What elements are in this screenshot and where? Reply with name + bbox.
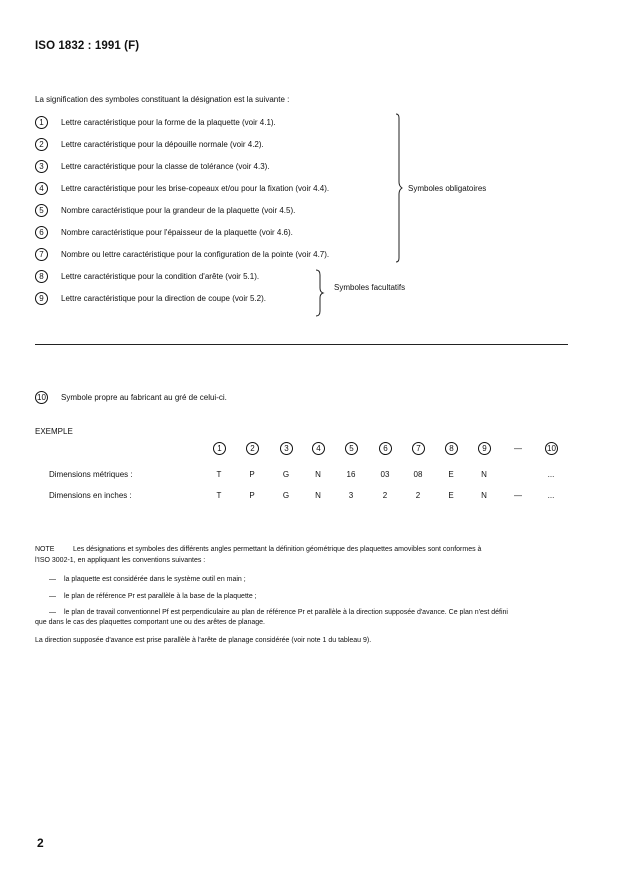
example-col-6: 6 [379,442,392,455]
circle-num-7: 7 [35,248,48,261]
note-bullet-3-cont: que dans le cas des plaquettes comportant une ou des arêtes de planage. [35,619,265,626]
symbol-desc-6: Nombre caractéristique pour l'épaisseur de la plaquette (voir 4.6). [61,228,293,237]
example-col-10: 10 [545,442,558,455]
circle-num-2: 2 [35,138,48,151]
note-line2: l'ISO 3002-1, en appliquant les conventions suivantes : [35,557,206,564]
symbol-desc-1: Lettre caractéristique pour la forme de la plaquette (voir 4.1). [61,118,276,127]
example-col-8: 8 [445,442,458,455]
symbol-desc-9: Lettre caractéristique pour la direction de coupe (voir 5.2). [61,294,266,303]
symbol-desc-4: Lettre caractéristique pour les brise-copeaux et/ou pour la fixation (voir 4.4). [61,184,330,193]
circle-num-5: 5 [35,204,48,217]
inch-val-4: N [315,491,321,500]
symbol-desc-7: Nombre ou lettre caractéristique pour la configuration de la pointe (voir 4.7). [61,250,330,259]
symbol-desc-8: Lettre caractéristique pour la condition d'arête (voir 5.1). [61,272,260,281]
example-col-9: 9 [478,442,491,455]
note-line1: Les désignations et symboles des différents angles permettant la définition géométrique des plaquettes amovibles sont conformes à [73,546,482,553]
example-col-1: 1 [213,442,226,455]
intro-text: La signification des symboles constituant la désignation est la suivante : [35,95,290,104]
circle-num-10: 10 [35,391,48,404]
metric-val-9: N [481,470,487,479]
bullet-dash-2: — [49,593,56,600]
bullet-dash-3: — [49,609,56,616]
circle-num-3: 3 [35,160,48,173]
note-label: NOTE [35,546,55,553]
symbol-desc-2: Lettre caractéristique pour la dépouille normale (voir 4.2). [61,140,264,149]
circle-num-1: 1 [35,116,48,129]
circle-num-4: 4 [35,182,48,195]
page-header: ISO 1832 : 1991 (F) [35,40,140,52]
inch-val-dash: — [514,491,522,500]
metric-val-2: P [249,470,255,479]
example-col-3: 3 [280,442,293,455]
symbol-desc-3: Lettre caractéristique pour la classe de tolérance (voir 4.3). [61,162,270,171]
circle-num-8: 8 [35,270,48,283]
inch-val-1: T [216,491,222,500]
mandatory-label: Symboles obligatoires [408,184,487,193]
inch-val-8: E [448,491,454,500]
example-heading: EXEMPLE [35,427,73,436]
optional-brace-path [316,270,323,316]
inch-val-9: N [481,491,487,500]
symbol-desc-10: Symbole propre au fabricant au gré de celui-ci. [61,393,227,402]
note-bullet-3: le plan de travail conventionnel Pf est perpendiculaire au plan de référence Pr et parallèle à la direction supposée d'avance. Ce plan n'est défini [64,609,508,616]
example-col-7: 7 [412,442,425,455]
note-bullet-2: le plan de référence Pr est parallèle à la base de la plaquette ; [64,593,257,600]
inch-val-5: 3 [348,491,354,500]
metric-val-5: 16 [346,470,356,479]
inch-val-10: ... [547,491,555,500]
example-col-5: 5 [345,442,358,455]
circle-num-9: 9 [35,292,48,305]
section-divider [35,344,568,345]
mandatory-brace [396,114,402,262]
circle-num-6: 6 [35,226,48,239]
metric-val-4: N [315,470,321,479]
metric-val-3: G [282,470,290,479]
metric-val-6: 03 [380,470,390,479]
optional-brace-svg [310,268,330,320]
bullet-dash-1: — [49,576,56,583]
metric-val-10: ... [547,470,555,479]
note-final: La direction supposée d'avance est prise parallèle à l'arête de planage considérée (voir note 1 du tableau 9). [35,637,372,644]
note-bullet-1: la plaquette est considérée dans le système outil en main ; [64,576,246,583]
optional-label: Symboles facultatifs [334,283,406,292]
inch-val-3: G [282,491,290,500]
example-col-dash: — [514,444,522,453]
inch-val-7: 2 [415,491,421,500]
inch-val-6: 2 [382,491,388,500]
metric-val-8: E [448,470,454,479]
metric-val-7: 08 [413,470,423,479]
row-label-metric: Dimensions métriques : [49,470,133,479]
symbol-desc-5: Nombre caractéristique pour la grandeur de la plaquette (voir 4.5). [61,206,296,215]
metric-val-1: T [216,470,222,479]
example-col-2: 2 [246,442,259,455]
inch-val-2: P [249,491,255,500]
example-col-4: 4 [312,442,325,455]
page-number: 2 [37,836,44,850]
row-label-inch: Dimensions en inches : [49,491,132,500]
